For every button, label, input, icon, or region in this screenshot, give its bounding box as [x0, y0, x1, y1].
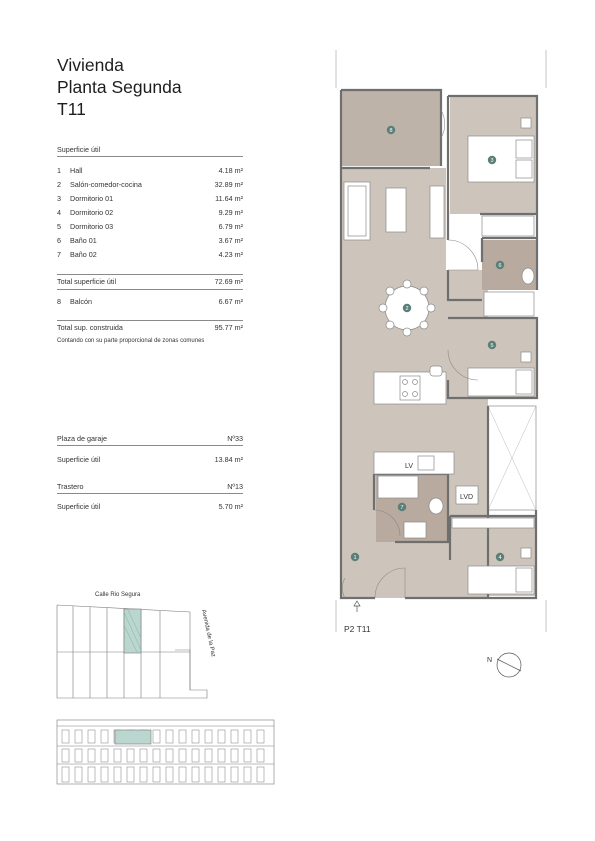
elevation-window [153, 767, 160, 782]
elevation-window [205, 730, 212, 743]
elevation-window [244, 749, 251, 762]
surface-heading: Superficie útil [57, 145, 101, 154]
row-number: 3 [57, 194, 61, 203]
row-name: Salón-comedor-cocina [70, 180, 142, 189]
elevation-window [75, 749, 82, 762]
row-number: 7 [57, 250, 61, 259]
balcony-label: Balcón [70, 297, 92, 306]
title-planta: Planta Segunda [57, 77, 182, 97]
elevation-window [218, 730, 225, 743]
row-name: Dormitorio 01 [70, 194, 114, 203]
elevation-window [231, 730, 238, 743]
row-number: 5 [57, 222, 61, 231]
elevation-window [231, 749, 238, 762]
elevation-window [166, 767, 173, 782]
row-name: Baño 01 [70, 236, 97, 245]
title-vivienda: Vivienda [57, 55, 124, 75]
storage-id: Nº13 [227, 482, 243, 491]
elevation-window [179, 730, 186, 743]
storage-surface-value: 5.70 m² [218, 502, 243, 511]
row-value: 6.79 m² [218, 222, 243, 231]
title-unit: T11 [57, 99, 86, 119]
elevation-window [114, 749, 121, 762]
garage-id: Nº33 [227, 434, 243, 443]
elevation-window [62, 749, 69, 762]
elevation-window [257, 749, 264, 762]
elevation-window [231, 767, 238, 782]
unit-label: P2 T11 [344, 624, 371, 634]
row-value: 9.29 m² [218, 208, 243, 217]
row-number: 6 [57, 236, 61, 245]
row-name: Dormitorio 03 [70, 222, 114, 231]
row-value: 4.23 m² [218, 250, 243, 259]
elevation-window [257, 767, 264, 782]
elevation-window [140, 767, 147, 782]
built-label: Total sup. construida [57, 323, 123, 332]
elevation-window [88, 730, 95, 743]
room-marker-number: 2 [405, 306, 409, 312]
elevation-window [88, 749, 95, 762]
row-number: 4 [57, 208, 61, 217]
room-marker-number: 4 [498, 555, 502, 561]
row-number: 2 [57, 180, 61, 189]
elevation-window [127, 767, 134, 782]
elevation-window [205, 767, 212, 782]
room-marker-number: 7 [400, 505, 404, 511]
storage-label: Trastero [57, 482, 84, 491]
elevation-window [62, 730, 69, 743]
elevation-window [153, 749, 160, 762]
elevation-window [192, 767, 199, 782]
elevation-window [140, 749, 147, 762]
garage-surface-value: 13.84 m² [214, 455, 243, 464]
elevation-window [205, 749, 212, 762]
elevation-window [244, 730, 251, 743]
lv-label: LV [405, 463, 414, 470]
elevation-window [218, 749, 225, 762]
garage-surface-label: Superficie útil [57, 455, 101, 464]
row-value: 32.89 m² [214, 180, 243, 189]
row-number: 1 [57, 166, 61, 175]
elevation-window [114, 767, 121, 782]
row-value: 3.67 m² [218, 236, 243, 245]
row-value: 11.64 m² [215, 194, 243, 203]
total-label: Total superficie útil [57, 277, 117, 286]
garage-label: Plaza de garaje [57, 434, 107, 443]
row-name: Dormitorio 02 [70, 208, 114, 217]
elevation-window [153, 730, 160, 743]
street-top-label: Calle Rio Segura [95, 592, 141, 598]
elevation-window [244, 767, 251, 782]
row-name: Baño 02 [70, 250, 97, 259]
elevation-window [88, 767, 95, 782]
row-value: 4.18 m² [218, 166, 243, 175]
built-value: 95.77 m² [214, 323, 243, 332]
elevation-window [192, 730, 199, 743]
elevation-window [257, 730, 264, 743]
storage-surface-label: Superficie útil [57, 502, 101, 511]
elevation-window [179, 767, 186, 782]
lvd-label: LVD [460, 494, 474, 501]
note-text: Contando con su parte proporcional de zonas comunes [57, 338, 205, 344]
elevation-window [101, 730, 108, 743]
room-marker-number: 3 [490, 158, 494, 164]
balcony-value: 6.67 m² [218, 297, 243, 306]
total-value: 72.69 m² [214, 277, 243, 286]
room-marker-number: 8 [389, 128, 393, 134]
row-name: Hall [70, 166, 83, 175]
balcony-number: 8 [57, 297, 61, 306]
elevation-window [101, 749, 108, 762]
elevation-window [75, 767, 82, 782]
elevation-window [127, 749, 134, 762]
elevation-window [101, 767, 108, 782]
elevation-window [166, 749, 173, 762]
room-marker-number: 5 [490, 343, 494, 349]
north-label: N [487, 657, 493, 664]
elevation-window [75, 730, 82, 743]
room-marker-number: 1 [353, 555, 357, 561]
elevation-window [179, 749, 186, 762]
elevation-window [218, 767, 225, 782]
room-marker-number: 6 [498, 263, 502, 269]
elevation-window [62, 767, 69, 782]
elevation-window [192, 749, 199, 762]
elevation-window [166, 730, 173, 743]
street-side-label: Avenida de la Paz [200, 609, 216, 658]
